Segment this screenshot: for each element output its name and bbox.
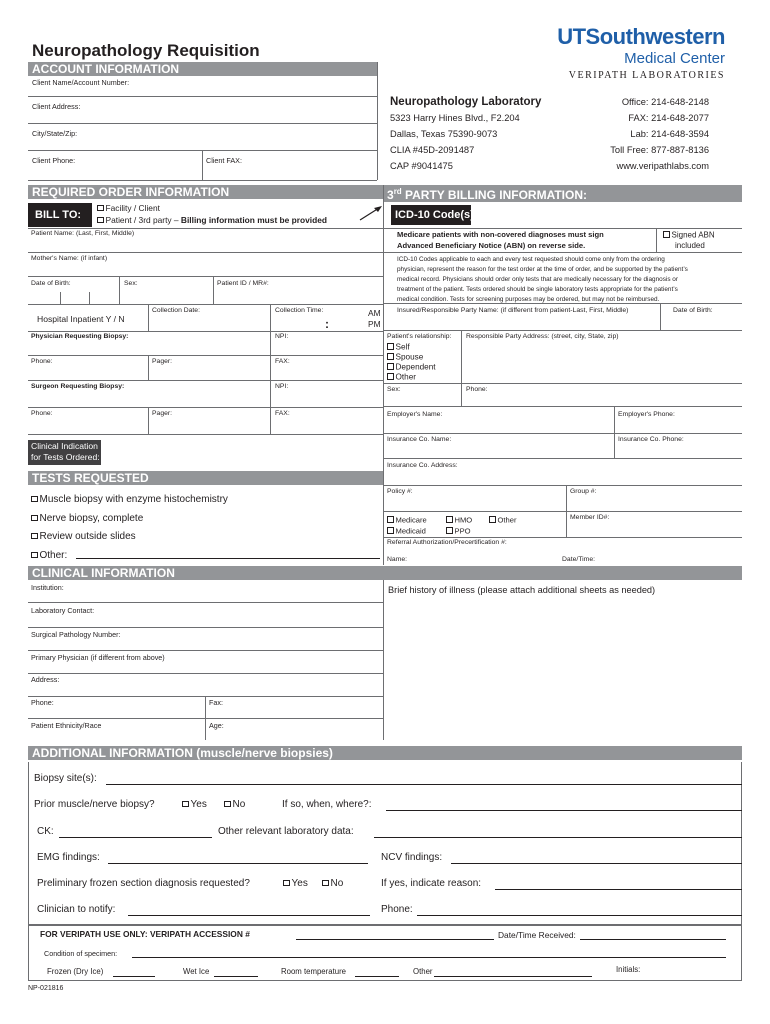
- other-condition-input[interactable]: [434, 976, 592, 977]
- lab-clia: CLIA #45D-2091487: [390, 145, 475, 155]
- lab-cap: CAP #9041475: [390, 161, 453, 171]
- utsw-logo: [540, 26, 725, 86]
- icd10-label: ICD-10 Code(s): [391, 205, 471, 225]
- physician-label: Physician Requesting Biopsy:: [31, 333, 129, 340]
- lab-name: Neuropathology Laboratory: [390, 96, 542, 108]
- test-nerve-biopsy[interactable]: Nerve biopsy, complete: [31, 514, 143, 524]
- member-id-label: Member ID#:: [570, 514, 610, 521]
- indicate-reason-label: If yes, indicate reason:: [381, 878, 482, 889]
- logo-veripath: VERIPATH LABORATORIES: [568, 70, 725, 81]
- clinician-phone-input[interactable]: [417, 915, 742, 916]
- accession-input[interactable]: [296, 939, 494, 940]
- patient-checkbox[interactable]: [97, 217, 104, 224]
- relationship-other[interactable]: Other: [387, 373, 416, 382]
- surgeon-pager-label: Pager:: [152, 410, 173, 417]
- additional-section: [28, 762, 742, 925]
- date-received-label: Date/Time Received:: [498, 930, 576, 940]
- policy-label: Policy #:: [387, 488, 413, 495]
- plan-medicare[interactable]: Medicare: [387, 516, 427, 524]
- surgeon-fax-label: FAX:: [275, 410, 290, 417]
- surgeon-phone-label: Phone:: [31, 410, 53, 417]
- condition-input[interactable]: [132, 957, 726, 958]
- wet-ice-label: Wet Ice: [183, 967, 210, 976]
- biopsy-site-input[interactable]: [106, 784, 742, 785]
- prior-yes-checkbox[interactable]: [182, 801, 189, 808]
- insured-name-label: Insured/Responsible Party Name: (if different from patient-Last, First, Middle): [397, 307, 629, 314]
- relationship-self[interactable]: Self: [387, 343, 410, 352]
- physician-phone-label: Phone:: [31, 358, 53, 365]
- biopsy-site-label: Biopsy site(s):: [34, 773, 97, 784]
- plan-other[interactable]: Other: [489, 516, 517, 524]
- am-option[interactable]: AM: [368, 308, 381, 318]
- physician-pager-label: Pager:: [152, 358, 173, 365]
- brief-history-label: Brief history of illness (please attach additional sheets as needed): [388, 585, 656, 595]
- responsible-address-label: Responsible Party Address: (street, city, State, zip): [466, 333, 619, 340]
- ppo-checkbox[interactable]: [446, 527, 453, 534]
- self-checkbox[interactable]: [387, 343, 394, 350]
- clinical-heading: CLINICAL INFORMATION: [28, 566, 742, 580]
- collection-time-label: Collection Time:: [275, 307, 324, 314]
- frozen-dry-ice-input[interactable]: [113, 976, 155, 977]
- insured-sex-label: Sex:: [387, 386, 401, 393]
- condition-label: Condition of specimen:: [44, 949, 118, 958]
- indicate-reason-input[interactable]: [495, 889, 742, 890]
- accession-label: FOR VERIPATH USE ONLY: VERIPATH ACCESSION #: [40, 929, 250, 939]
- other-test-checkbox[interactable]: [31, 552, 38, 559]
- collection-date-label: Collection Date:: [152, 307, 200, 314]
- medicare-notice-line2: Advanced Beneficiary Notice (ABN) on reverse side.: [397, 241, 586, 250]
- prior-no-checkbox[interactable]: [224, 801, 231, 808]
- room-temp-input[interactable]: [355, 976, 399, 977]
- client-address-label: Client Address:: [32, 102, 81, 111]
- dependent-checkbox[interactable]: [387, 363, 394, 370]
- insurance-address-label: Insurance Co. Address:: [387, 462, 458, 469]
- account-heading: ACCOUNT INFORMATION: [28, 62, 377, 76]
- other-relationship-checkbox[interactable]: [387, 373, 394, 380]
- clinical-indication-label: Clinical Indication for Tests Ordered:: [28, 440, 101, 465]
- plan-ppo[interactable]: PPO: [446, 527, 471, 535]
- age-label: Age:: [209, 721, 224, 730]
- clinician-phone-label: Phone:: [381, 904, 413, 915]
- wet-ice-input[interactable]: [214, 976, 258, 977]
- review-checkbox[interactable]: [31, 533, 38, 540]
- additional-heading: ADDITIONAL INFORMATION (muscle/nerve biopsies): [28, 746, 742, 760]
- insured-phone-label: Phone:: [466, 386, 488, 393]
- logo-ut: UTSouthwestern: [557, 24, 725, 49]
- spouse-checkbox[interactable]: [387, 353, 394, 360]
- clinician-notify-label: Clinician to notify:: [37, 904, 116, 915]
- mothers-name-label: Mother's Name: (if infant): [31, 255, 108, 262]
- medicare-notice-line1: Medicare patients with non-covered diagnoses must sign: [397, 230, 604, 239]
- client-fax-label: Client FAX:: [206, 156, 242, 165]
- page-title: Neuropathology Requisition: [32, 41, 260, 60]
- initials-label: Initials:: [616, 965, 641, 974]
- clinical-phone-label: Phone:: [31, 698, 54, 707]
- city-state-zip-label: City/State/Zip:: [32, 129, 78, 138]
- frozen-section-label: Preliminary frozen section diagnosis requested?: [37, 878, 250, 889]
- icd10-notice: ICD-10 Codes applicable to each and every test requested should come only from the ordering physician, represent the reason for the test order at the time of order, and be supported by the patient’s medical record. Physicians should order only tests that are medically necessary for the diagnosis or treatment of the patient. Tests ordered should be single laboratory tests appropriate for the patient’s medical condition. Tests for screening purposes may be ordered, but may not be reimbursed.: [397, 256, 688, 303]
- billing-heading: 3rd PARTY BILLING INFORMATION:: [383, 185, 742, 202]
- prior-no-option[interactable]: No: [224, 800, 245, 810]
- form-code: NP-021816: [28, 985, 64, 992]
- ck-label: CK:: [37, 826, 54, 837]
- client-phone-label: Client Phone:: [32, 156, 76, 165]
- frozen-no-checkbox[interactable]: [322, 880, 329, 887]
- signed-abn-option[interactable]: Signed ABN: [663, 231, 715, 240]
- physician-fax-label: FAX:: [275, 358, 290, 365]
- surgical-path-label: Surgical Pathology Number:: [31, 630, 121, 639]
- relationship-spouse[interactable]: Spouse: [387, 353, 423, 362]
- facility-checkbox[interactable]: [97, 205, 104, 212]
- insurance-name-label: Insurance Co. Name:: [387, 436, 452, 443]
- lab-toll-free: Toll Free: 877-887-8136: [610, 145, 709, 155]
- plan-hmo[interactable]: HMO: [446, 516, 472, 524]
- patient-id-label: Patient ID / MR#:: [217, 280, 269, 287]
- lab-address-1: 5323 Harry Hines Blvd., F2.204: [390, 113, 520, 123]
- signed-abn-checkbox[interactable]: [663, 231, 670, 238]
- ck-input[interactable]: [59, 837, 212, 838]
- insurance-phone-label: Insurance Co. Phone:: [618, 436, 684, 443]
- test-muscle-biopsy[interactable]: Muscle biopsy with enzyme histochemistry: [31, 495, 228, 505]
- bill-to-label: BILL TO:: [28, 203, 92, 227]
- employer-name-label: Employer's Name:: [387, 411, 443, 418]
- group-label: Group #:: [570, 488, 597, 495]
- employer-phone-label: Employer's Phone:: [618, 411, 675, 418]
- test-other-input[interactable]: [76, 558, 380, 559]
- prior-biopsy-label: Prior muscle/nerve biopsy?: [34, 799, 155, 810]
- other-lab-data-label: Other relevant laboratory data:: [218, 826, 354, 837]
- surgeon-npi-label: NPI:: [275, 383, 289, 390]
- referral-name-label: Name:: [387, 556, 408, 563]
- ncv-label: NCV findings:: [381, 852, 443, 863]
- clinical-fax-label: Fax:: [209, 698, 223, 707]
- referral-label: Referral Authorization/Precertification #:: [387, 539, 507, 546]
- prior-yes-option[interactable]: Yes: [182, 800, 207, 810]
- referral-datetime-label: Date/Time:: [562, 556, 595, 563]
- client-name-label: Client Name/Account Number:: [32, 78, 130, 87]
- lab-address-2: Dallas, Texas 75390-9073: [390, 129, 498, 139]
- relationship-label: Patient's relationship:: [387, 333, 452, 340]
- hmo-checkbox[interactable]: [446, 516, 453, 523]
- ncv-input[interactable]: [451, 863, 742, 864]
- muscle-checkbox[interactable]: [31, 496, 38, 503]
- frozen-no-option[interactable]: No: [322, 879, 343, 889]
- frozen-dry-ice-label: Frozen (Dry Ice): [47, 967, 104, 976]
- hospital-inpatient-field[interactable]: Hospital Inpatient Y / N: [37, 314, 125, 324]
- other-condition-label: Other: [413, 967, 433, 976]
- emg-label: EMG findings:: [37, 852, 100, 863]
- order-heading: REQUIRED ORDER INFORMATION: [28, 185, 383, 199]
- room-temp-label: Room temperature: [281, 967, 347, 976]
- emg-input[interactable]: [108, 863, 368, 864]
- test-other[interactable]: Other:: [31, 551, 67, 561]
- when-where-input[interactable]: [386, 810, 742, 811]
- plan-medicaid[interactable]: Medicaid: [387, 527, 426, 535]
- physician-npi-label: NPI:: [275, 333, 289, 340]
- tests-heading: TESTS REQUESTED: [28, 471, 383, 485]
- lab-phone: Lab: 214-648-3594: [630, 129, 709, 139]
- lab-contact-label: Laboratory Contact:: [31, 606, 95, 615]
- surgeon-label: Surgeon Requesting Biopsy:: [31, 383, 125, 390]
- bill-patient-option[interactable]: Patient / 3rd party – Billing information must be provided: [97, 216, 327, 224]
- signed-abn-included: included: [675, 241, 705, 250]
- other-lab-data-input[interactable]: [374, 837, 742, 838]
- frozen-yes-checkbox[interactable]: [283, 880, 290, 887]
- relationship-dependent[interactable]: Dependent: [387, 363, 436, 372]
- institution-label: Institution:: [31, 583, 64, 592]
- medicare-checkbox[interactable]: [387, 516, 394, 523]
- frozen-yes-option[interactable]: Yes: [283, 879, 308, 889]
- logo-medical-center: Medical Center: [624, 50, 725, 67]
- clinical-address-label: Address:: [31, 675, 60, 684]
- bill-facility-option[interactable]: Facility / Client: [97, 204, 160, 212]
- time-colon: :: [325, 317, 329, 331]
- medicaid-checkbox[interactable]: [387, 527, 394, 534]
- dob-label: Date of Birth:: [31, 280, 71, 287]
- patient-name-label: Patient Name: (Last, First, Middle): [31, 230, 135, 237]
- when-where-label: If so, when, where?:: [282, 799, 372, 810]
- pm-option[interactable]: PM: [368, 319, 381, 329]
- nerve-checkbox[interactable]: [31, 515, 38, 522]
- lab-office-phone: Office: 214-648-2148: [621, 97, 709, 107]
- test-review-slides[interactable]: Review outside slides: [31, 532, 136, 542]
- plan-other-checkbox[interactable]: [489, 516, 496, 523]
- ethnicity-label: Patient Ethnicity/Race: [31, 721, 102, 730]
- arrow-icon: [358, 203, 384, 223]
- primary-physician-label: Primary Physician (if different from above): [31, 653, 165, 662]
- insured-dob-label: Date of Birth:: [673, 307, 713, 314]
- date-received-input[interactable]: [580, 939, 726, 940]
- lab-website: www.veripathlabs.com: [616, 161, 709, 171]
- sex-label: Sex:: [124, 280, 138, 287]
- clinician-notify-input[interactable]: [128, 915, 370, 916]
- lab-fax: FAX: 214-648-2077: [628, 113, 709, 123]
